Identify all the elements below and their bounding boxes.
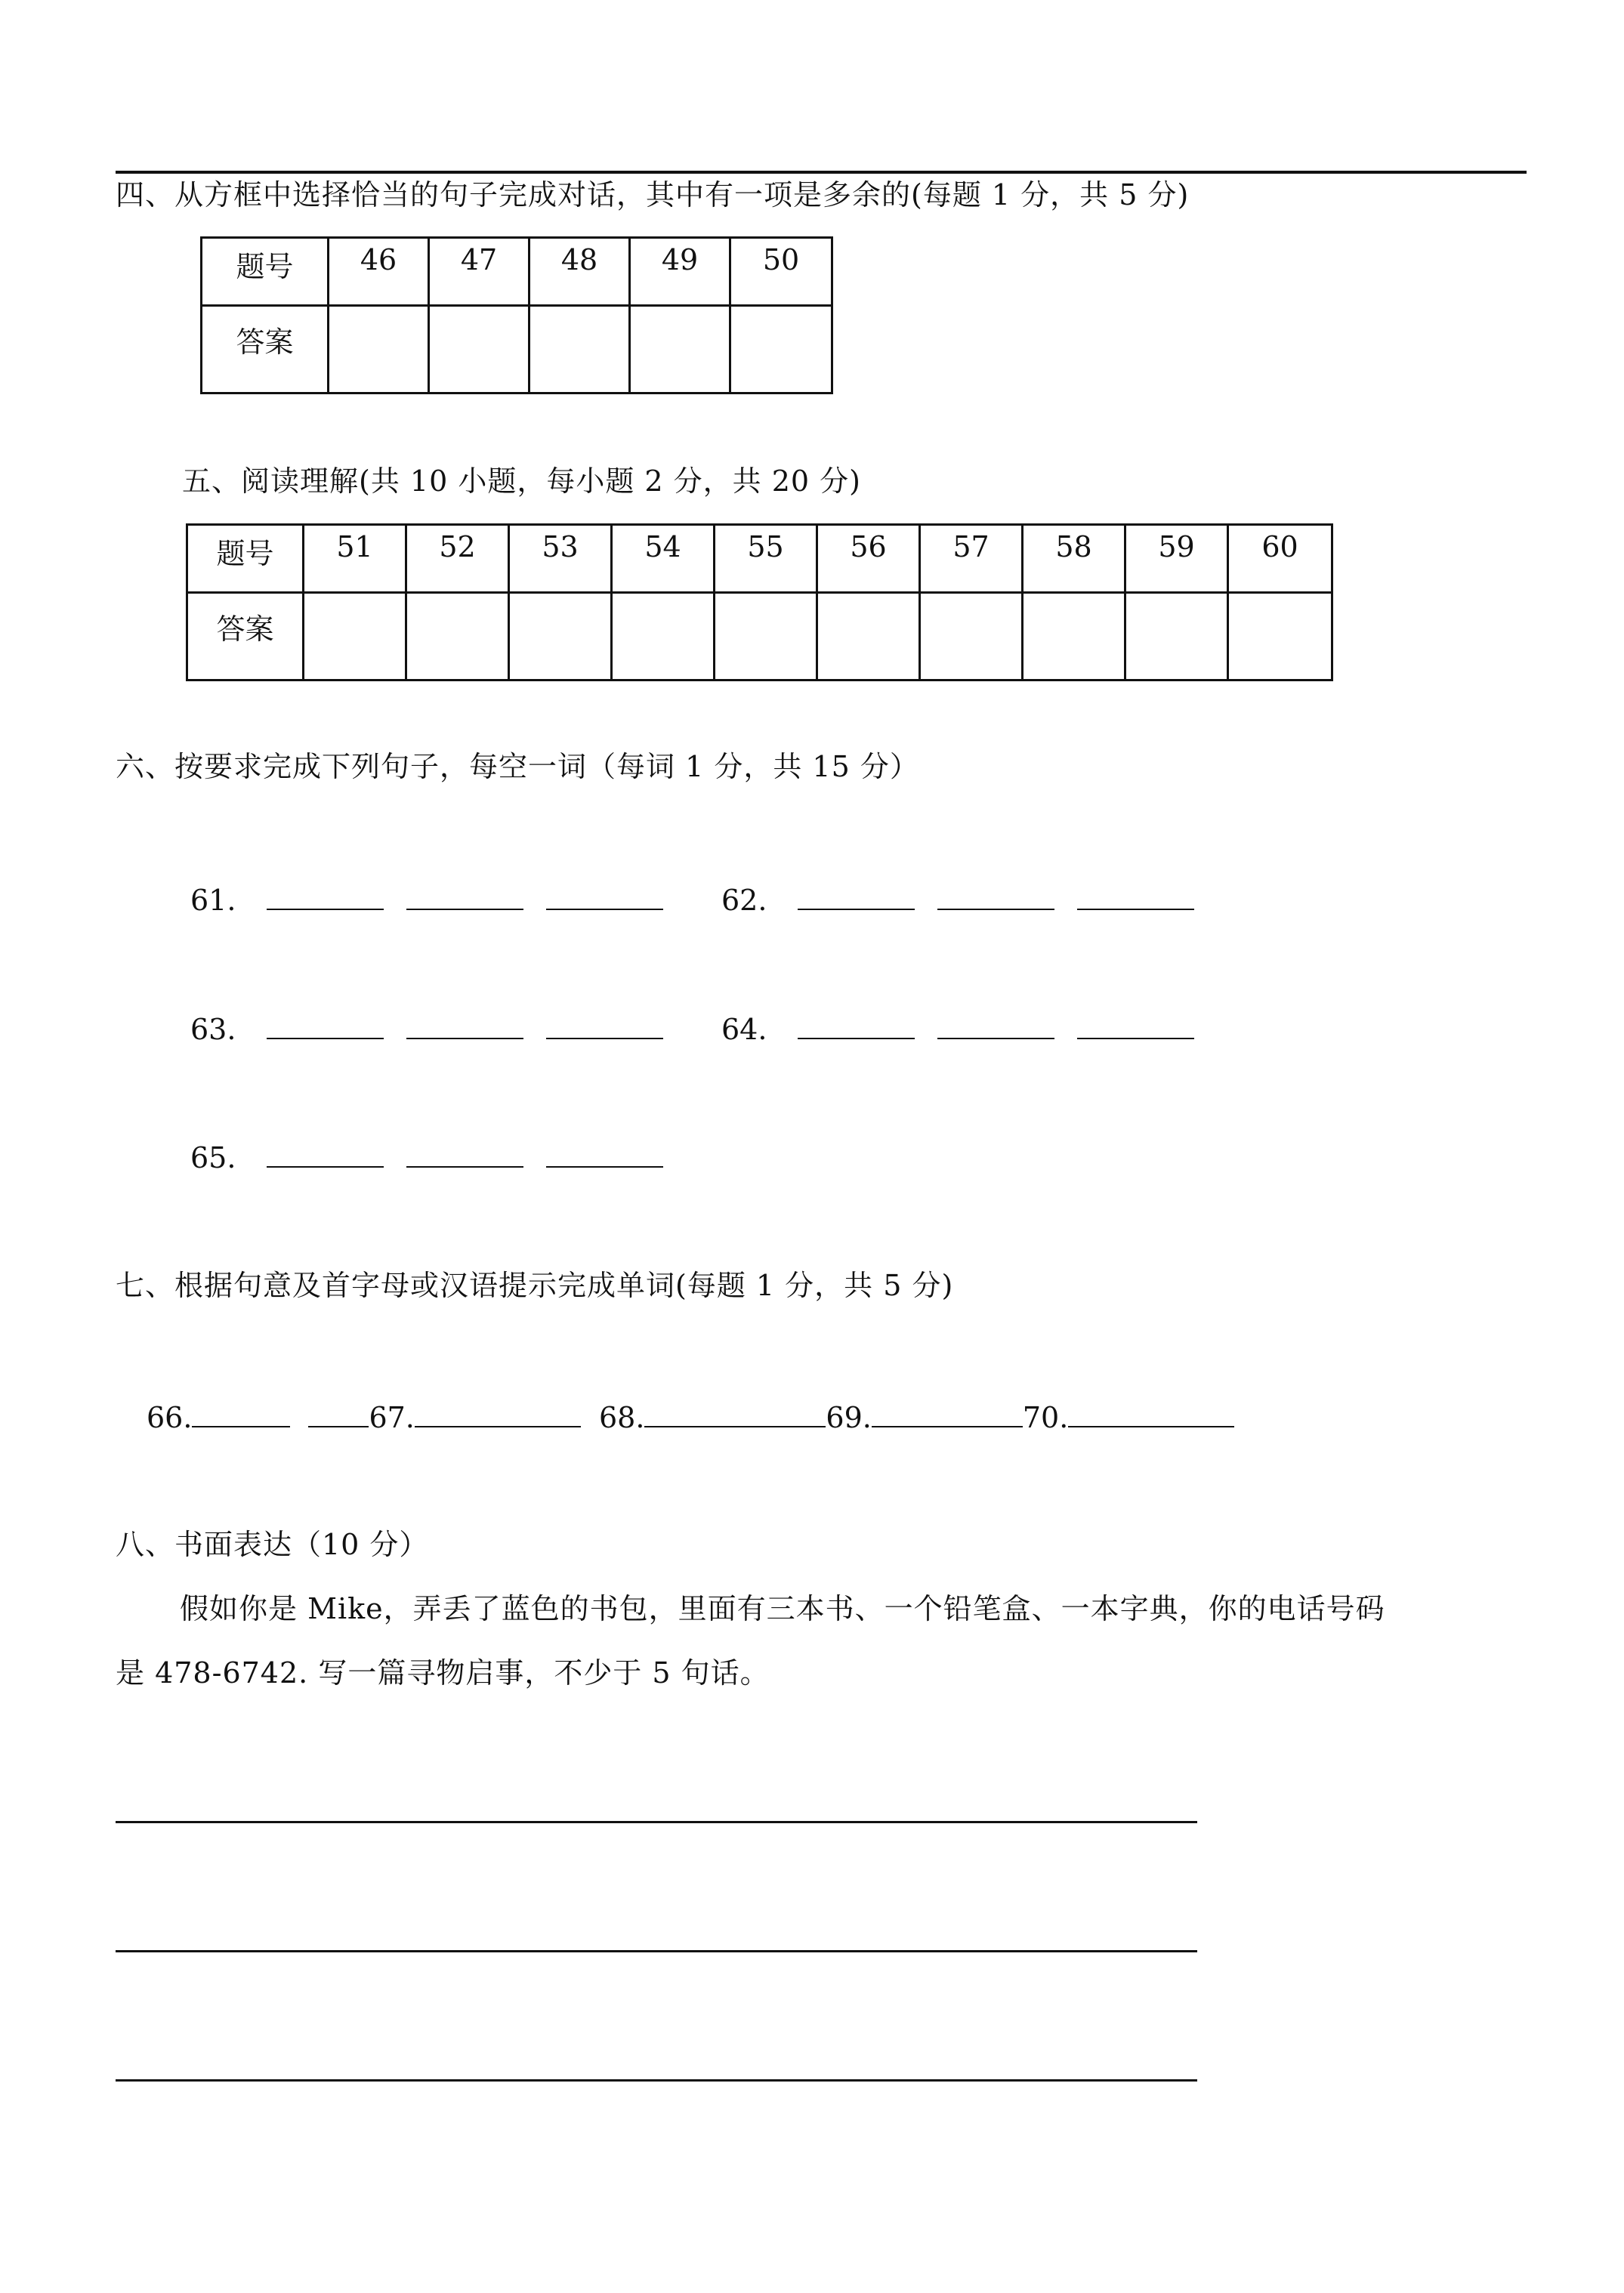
word-fill-row bbox=[147, 1399, 1234, 1434]
item-number: 67. bbox=[369, 1401, 415, 1434]
section4-title: 四、从方框中选择恰当的句子完成对话，其中有一项是多余的(每题 1 分，共 5 分) bbox=[116, 178, 1190, 211]
answer-blank[interactable] bbox=[406, 881, 523, 910]
question-number: 52 bbox=[406, 525, 509, 593]
answer-blank[interactable] bbox=[406, 1139, 523, 1168]
question-number: 48 bbox=[529, 238, 630, 306]
writing-line[interactable] bbox=[116, 1950, 1197, 1952]
question-number: 60 bbox=[1228, 525, 1332, 593]
answer-cell[interactable] bbox=[1228, 593, 1332, 680]
answer-cell[interactable] bbox=[730, 306, 832, 393]
section5-answer-table bbox=[186, 523, 1333, 681]
answer-cell[interactable] bbox=[630, 306, 730, 393]
section6-title: 六、按要求完成下列句子，每空一词（每词 1 分，共 15 分） bbox=[116, 750, 919, 783]
answer-blank[interactable] bbox=[406, 1011, 523, 1039]
question-number: 46 bbox=[329, 238, 429, 306]
section4-row-header: 题号 bbox=[202, 238, 329, 306]
answer-cell[interactable] bbox=[817, 593, 920, 680]
fill-item-65 bbox=[190, 1139, 663, 1174]
answer-blank[interactable] bbox=[872, 1399, 1023, 1427]
answer-blank[interactable] bbox=[1077, 1011, 1194, 1039]
section5-answer-header: 答案 bbox=[187, 593, 304, 680]
answer-cell[interactable] bbox=[715, 593, 817, 680]
item-number: 66. bbox=[147, 1401, 193, 1434]
question-number: 47 bbox=[429, 238, 529, 306]
answer-cell[interactable] bbox=[304, 593, 406, 680]
question-number: 57 bbox=[920, 525, 1023, 593]
item-number: 70. bbox=[1022, 1401, 1069, 1434]
question-number: 56 bbox=[817, 525, 920, 593]
answer-blank[interactable] bbox=[308, 1399, 369, 1427]
item-number: 69. bbox=[826, 1401, 872, 1434]
item-number: 61. bbox=[190, 884, 236, 917]
section8-prompt-line2: 是 478-6742. 写一篇寻物启事，不少于 5 句话。 bbox=[116, 1656, 770, 1690]
fill-item-61 bbox=[190, 881, 663, 917]
answer-blank[interactable] bbox=[644, 1399, 826, 1427]
item-number: 63. bbox=[190, 1013, 236, 1046]
answer-blank[interactable] bbox=[798, 881, 915, 910]
item-number: 65. bbox=[190, 1141, 236, 1174]
section4-answer-table bbox=[200, 236, 833, 394]
question-number: 49 bbox=[630, 238, 730, 306]
section5-row-header: 题号 bbox=[187, 525, 304, 593]
answer-blank[interactable] bbox=[415, 1399, 581, 1427]
answer-cell[interactable] bbox=[406, 593, 509, 680]
answer-cell[interactable] bbox=[429, 306, 529, 393]
item-number: 64. bbox=[721, 1013, 767, 1046]
answer-cell[interactable] bbox=[920, 593, 1023, 680]
section5-title: 五、阅读理解(共 10 小题，每小题 2 分，共 20 分) bbox=[182, 464, 862, 498]
answer-blank[interactable] bbox=[546, 1011, 663, 1039]
top-rule bbox=[116, 171, 1527, 174]
question-number: 50 bbox=[730, 238, 832, 306]
question-number: 58 bbox=[1023, 525, 1125, 593]
answer-blank[interactable] bbox=[1068, 1399, 1234, 1427]
answer-blank[interactable] bbox=[546, 881, 663, 910]
fill-item-64 bbox=[721, 1011, 1194, 1046]
answer-blank[interactable] bbox=[267, 1011, 384, 1039]
answer-blank[interactable] bbox=[192, 1399, 290, 1427]
answer-blank[interactable] bbox=[267, 881, 384, 910]
section4-answer-header: 答案 bbox=[202, 306, 329, 393]
writing-line[interactable] bbox=[116, 1821, 1197, 1823]
question-number: 53 bbox=[509, 525, 612, 593]
item-number: 68. bbox=[598, 1401, 645, 1434]
answer-blank[interactable] bbox=[267, 1139, 384, 1168]
answer-blank[interactable] bbox=[546, 1139, 663, 1168]
section8-prompt-line1: 假如你是 Mike，弄丢了蓝色的书包，里面有三本书、一个铅笔盒、一本字典，你的电话号码 bbox=[180, 1592, 1385, 1625]
writing-line[interactable] bbox=[116, 2079, 1197, 2082]
answer-cell[interactable] bbox=[1023, 593, 1125, 680]
section8-title: 八、书面表达（10 分） bbox=[116, 1528, 429, 1561]
fill-item-62 bbox=[721, 881, 1194, 917]
fill-item-63 bbox=[190, 1011, 663, 1046]
answer-cell[interactable] bbox=[509, 593, 612, 680]
answer-cell[interactable] bbox=[529, 306, 630, 393]
answer-cell[interactable] bbox=[329, 306, 429, 393]
answer-blank[interactable] bbox=[937, 881, 1054, 910]
answer-blank[interactable] bbox=[1077, 881, 1194, 910]
answer-blank[interactable] bbox=[798, 1011, 915, 1039]
answer-cell[interactable] bbox=[612, 593, 715, 680]
answer-cell[interactable] bbox=[1125, 593, 1228, 680]
question-number: 55 bbox=[715, 525, 817, 593]
question-number: 59 bbox=[1125, 525, 1228, 593]
section7-title: 七、根据句意及首字母或汉语提示完成单词(每题 1 分，共 5 分) bbox=[116, 1269, 954, 1302]
question-number: 51 bbox=[304, 525, 406, 593]
item-number: 62. bbox=[721, 884, 767, 917]
question-number: 54 bbox=[612, 525, 715, 593]
answer-blank[interactable] bbox=[937, 1011, 1054, 1039]
